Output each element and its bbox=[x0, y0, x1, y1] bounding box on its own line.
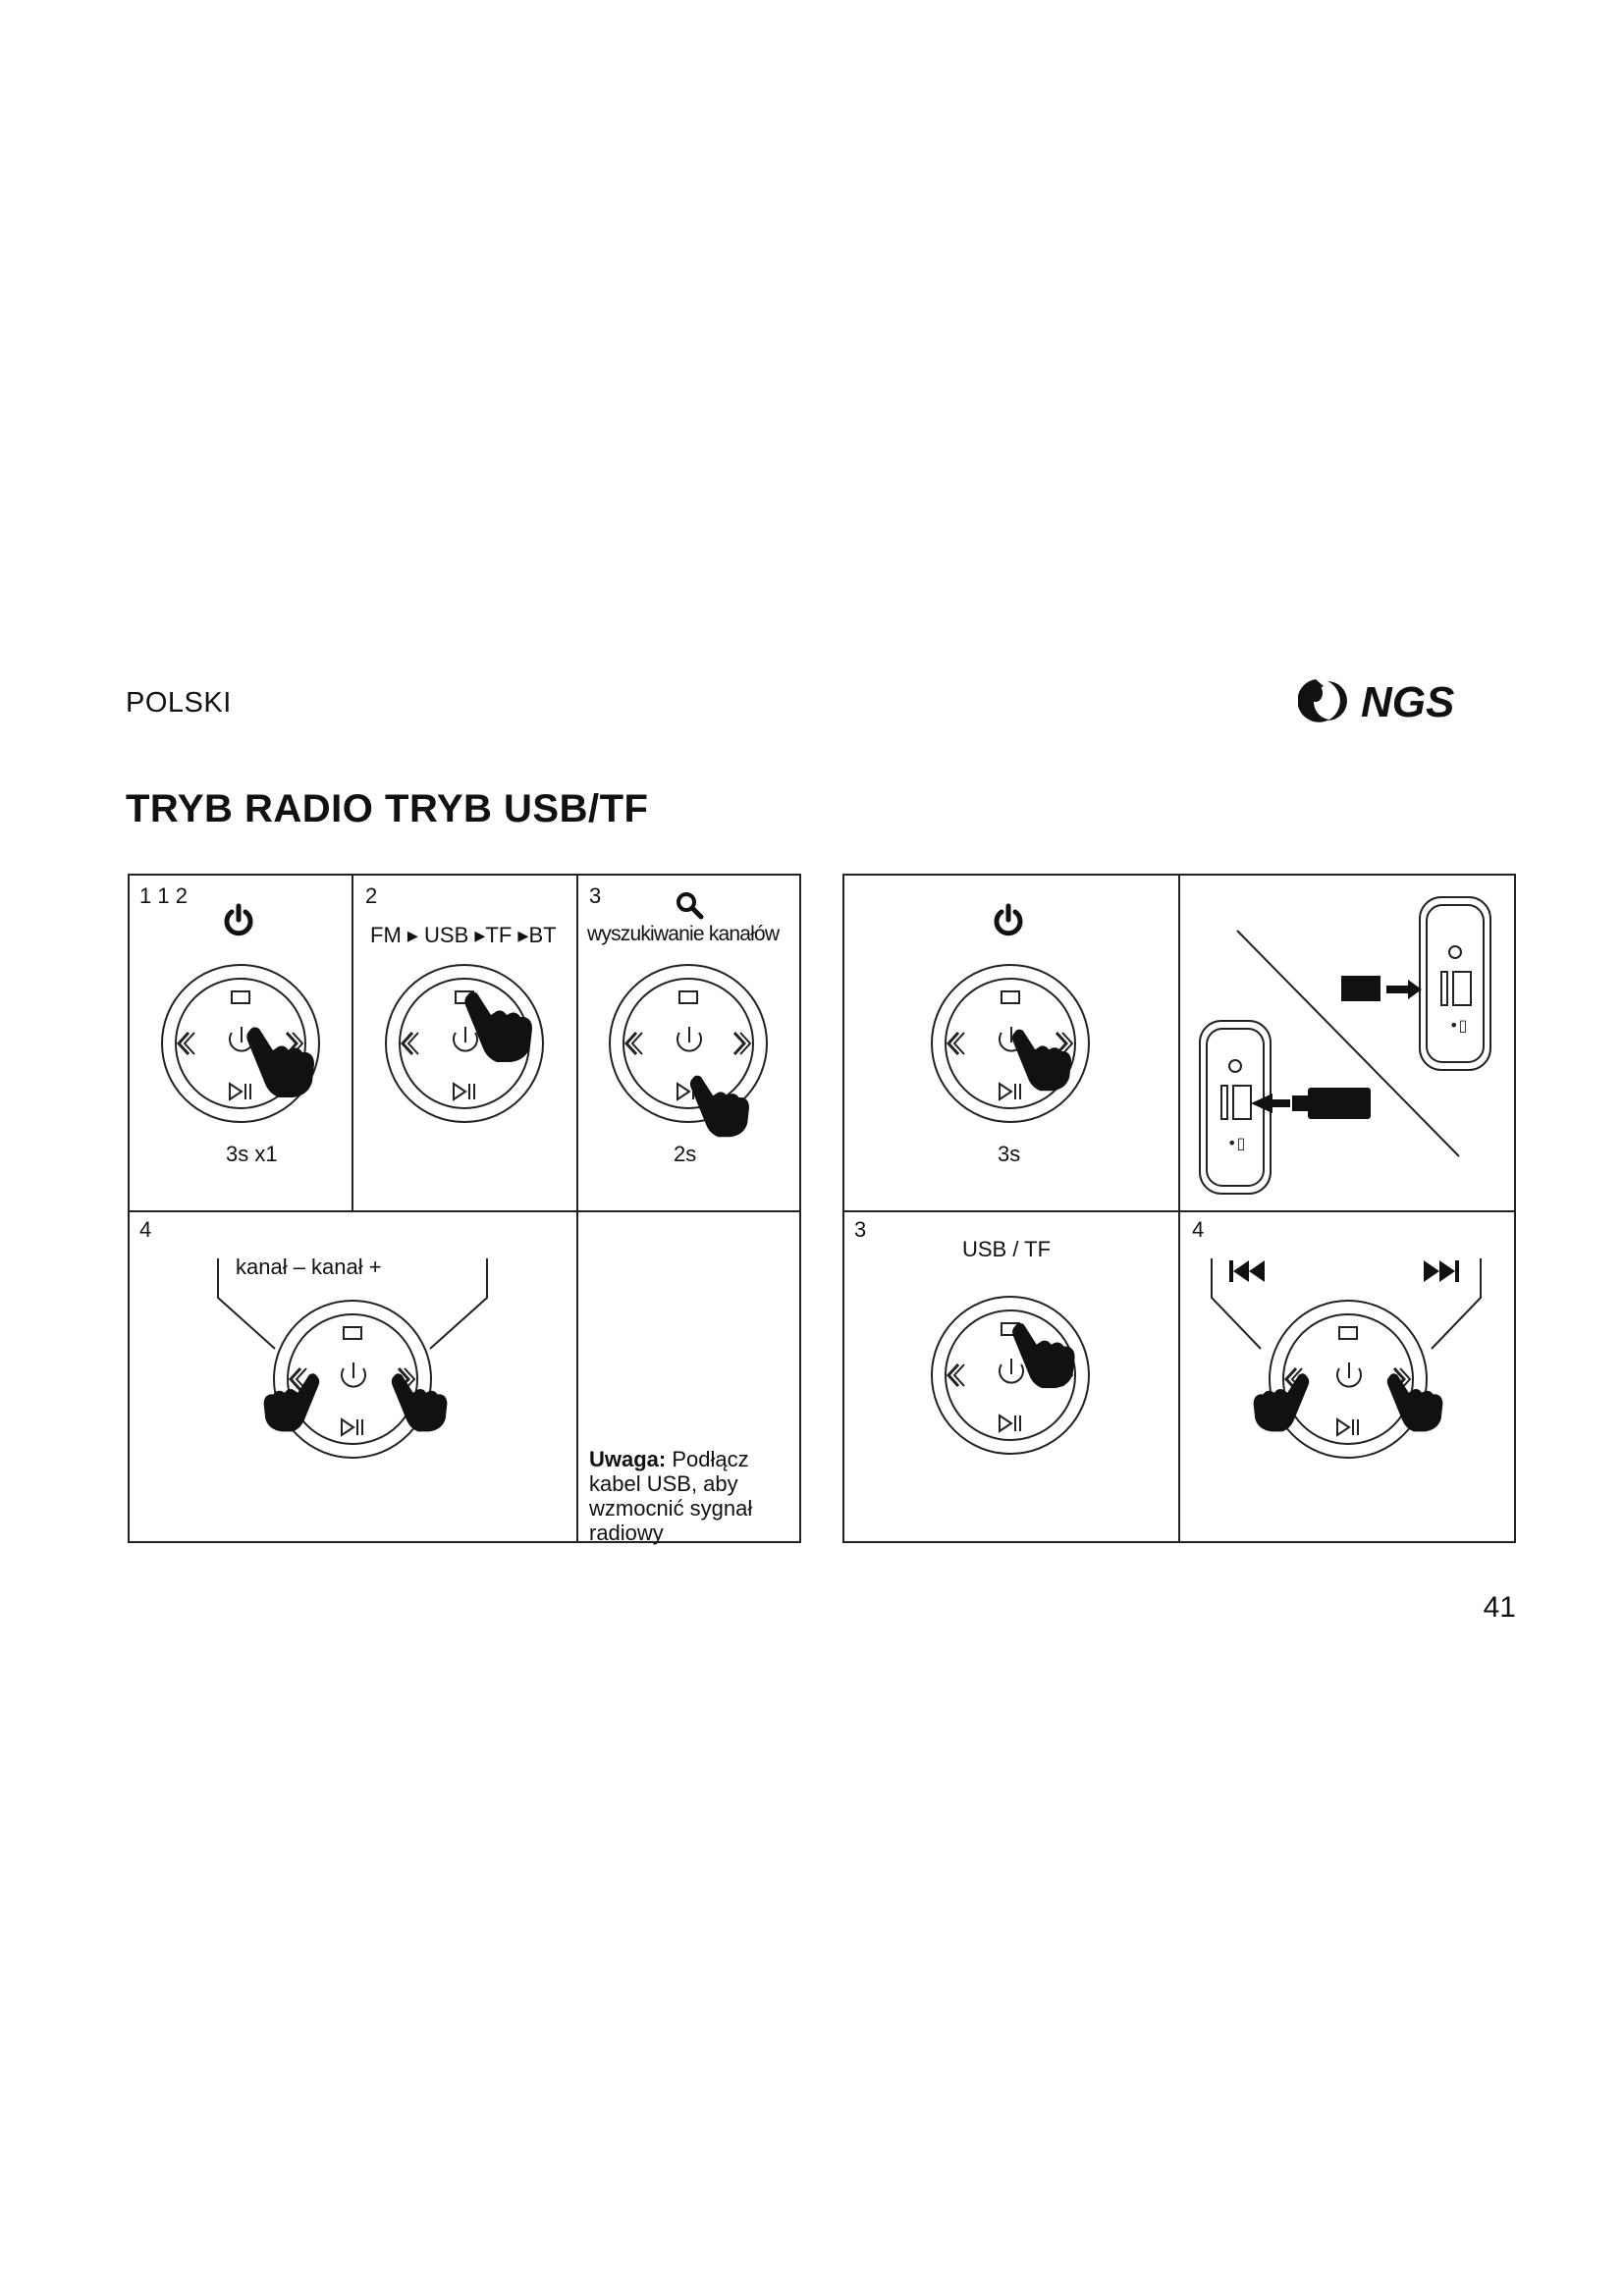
source-label: USB / TF bbox=[962, 1237, 1052, 1261]
usb-tf-insertion-diagram bbox=[1184, 883, 1514, 1207]
duration-caption: 3s x1 bbox=[226, 1142, 278, 1166]
divider bbox=[352, 874, 353, 1210]
divider bbox=[128, 1210, 801, 1212]
power-icon bbox=[222, 903, 255, 938]
note-label: Uwaga: bbox=[589, 1447, 667, 1471]
search-icon bbox=[676, 891, 705, 921]
power-icon bbox=[992, 903, 1025, 938]
divider bbox=[1178, 874, 1180, 1543]
step-number: 3 bbox=[854, 1217, 867, 1242]
duration-caption: 3s bbox=[998, 1142, 1021, 1166]
divider bbox=[576, 874, 578, 1543]
usb-stick-icon bbox=[1308, 1088, 1371, 1119]
hand-icon bbox=[244, 1021, 322, 1099]
page-title: TRYB RADIO TRYB USB/TF bbox=[126, 787, 649, 830]
duration-caption: 2s bbox=[674, 1142, 697, 1166]
step-number: 1 1 2 bbox=[139, 883, 188, 908]
usb-antenna-note bbox=[589, 1447, 795, 1545]
hand-icon bbox=[1009, 1315, 1082, 1392]
hand-icon bbox=[461, 986, 540, 1064]
channel-label: kanał – kanał + bbox=[236, 1255, 382, 1279]
svg-text:•▯: •▯ bbox=[1227, 1134, 1246, 1152]
hand-icon bbox=[1384, 1366, 1449, 1435]
language-label: POLSKI bbox=[126, 687, 232, 719]
svg-text:•▯: •▯ bbox=[1449, 1016, 1468, 1035]
tf-card-icon bbox=[1341, 976, 1380, 1001]
ngs-logo bbox=[1298, 671, 1514, 730]
step-number: 4 bbox=[1192, 1217, 1205, 1242]
mode-sequence-label: FM ▸ USB ▸TF ▸BT bbox=[370, 923, 557, 947]
channel-search-label: wyszukiwanie kanałów bbox=[587, 923, 780, 945]
note-text: Podłącz kabel USB, aby wzmocnić sygnał radiowy bbox=[589, 1447, 753, 1545]
logo-text: NGS bbox=[1361, 678, 1455, 726]
hand-icon bbox=[1247, 1366, 1312, 1435]
page-number: 41 bbox=[1483, 1591, 1516, 1624]
step-number: 3 bbox=[589, 883, 602, 908]
hand-icon bbox=[389, 1366, 454, 1435]
step-number: 2 bbox=[365, 883, 378, 908]
hand-icon bbox=[257, 1366, 322, 1435]
hand-icon bbox=[1009, 1021, 1078, 1095]
step-number: 4 bbox=[139, 1217, 152, 1242]
hand-icon bbox=[687, 1068, 756, 1141]
